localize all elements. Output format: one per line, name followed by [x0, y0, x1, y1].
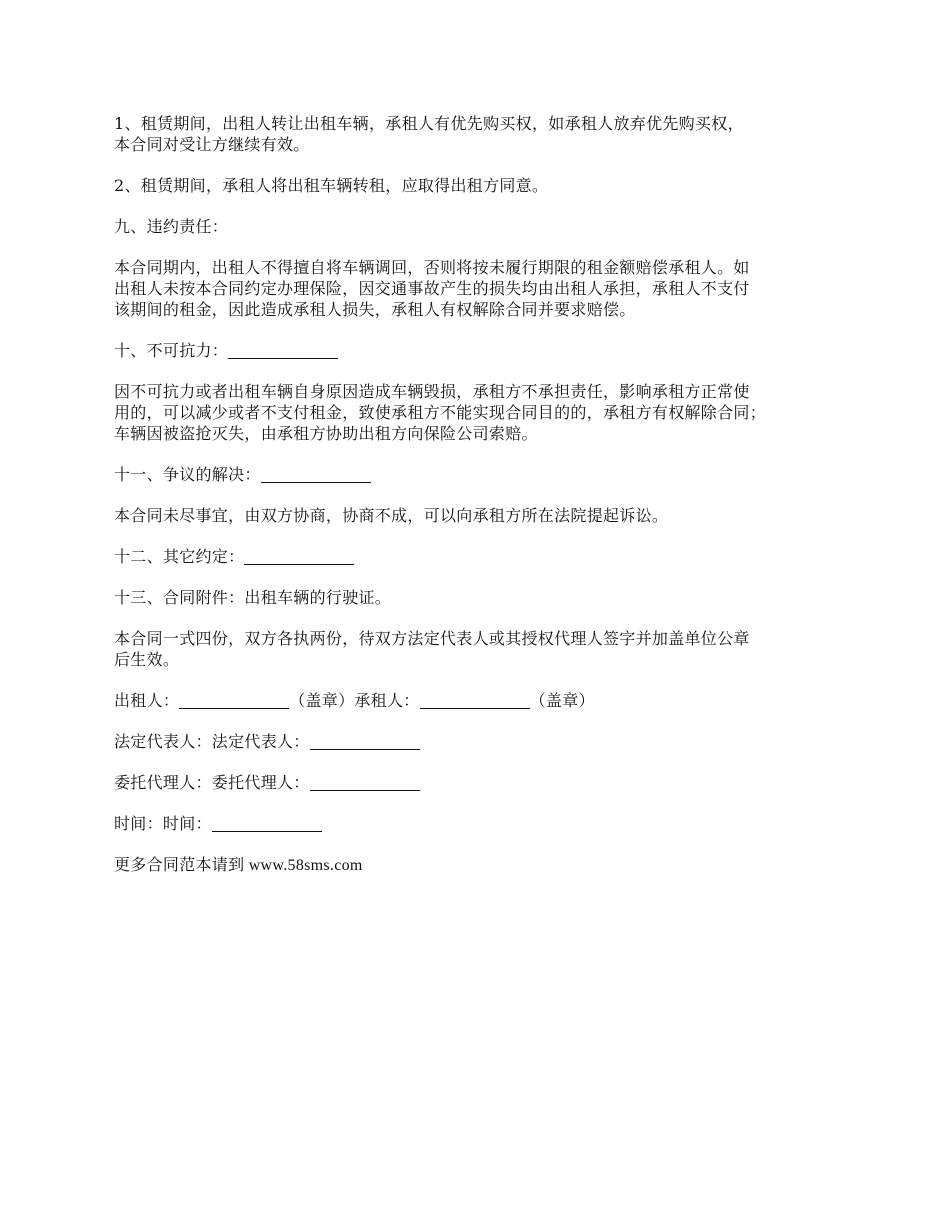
force-majeure-line-1: 因不可抗力或者出租车辆自身原因造成车辆毁损，承租方不承担责任，影响承租方正常使: [114, 382, 750, 401]
dispute-heading-text: 十一、争议的解决：: [114, 465, 261, 484]
signature-parties: [114, 690, 854, 711]
time-label: 时间：时间：: [114, 814, 212, 833]
breach-body-line-1: 本合同期内，出租人不得擅自将车辆调回，否则将按未履行期限的租金额赔偿承租人。如: [114, 258, 750, 277]
clause-1-line-2: 本合同对受让方继续有效。: [114, 135, 310, 154]
agent-blank: [310, 774, 420, 791]
lessor-seal: （盖章）: [289, 691, 355, 710]
attachment: [114, 587, 854, 608]
force-majeure-body: [114, 381, 854, 444]
clause-1-line-1: 1、租赁期间，出租人转让出租车辆，承租人有优先购买权，如承租人放弃优先购买权，: [114, 114, 744, 133]
force-majeure-heading-text: 十、不可抗力：: [114, 341, 229, 360]
force-majeure-line-3: 车辆因被盗抢灭失，由承租方协助出租方向保险公司索赔。: [114, 424, 538, 443]
dispute-blank: [261, 466, 371, 483]
time-blank: [212, 815, 322, 832]
lessee-seal: （盖章）: [529, 691, 595, 710]
dispute-heading: [114, 464, 854, 485]
footer-note: [114, 854, 854, 876]
footer-text: 更多合同范本请到 www.58sms.com: [114, 857, 363, 874]
other-heading-text: 十二、其它约定：: [114, 547, 245, 566]
legal-rep-label: 法定代表人：法定代表人：: [114, 732, 310, 751]
breach-body-line-3: 该期间的租金，因此造成承租人损失，承租人有权解除合同并要求赔偿。: [114, 300, 636, 319]
force-majeure-line-2: 用的，可以减少或者不支付租金，致使承租方不能实现合同目的的，承租方有权解除合同；: [114, 403, 767, 422]
contract-page: [114, 113, 854, 896]
legal-representative: [114, 731, 854, 752]
other-blank: [244, 548, 354, 565]
legal-rep-blank: [310, 733, 420, 750]
copies-line-2: 后生效。: [114, 650, 180, 669]
lessee-label: 承租人：: [354, 691, 420, 710]
force-majeure-blank: [228, 342, 338, 359]
copies: [114, 628, 854, 670]
force-majeure-heading: [114, 340, 854, 361]
lessor-blank: [179, 692, 289, 709]
breach-body-line-2: 出租人未按本合同约定办理保险，因交通事故产生的损失均由出租人承担，承租人不支付: [114, 279, 750, 298]
copies-line-1: 本合同一式四份，双方各执两份，待双方法定代表人或其授权代理人签字并加盖单位公章: [114, 629, 750, 648]
signing-time: [114, 813, 854, 834]
agent-label: 委托代理人：委托代理人：: [114, 773, 310, 792]
clause-2-text: 2、租赁期间，承租人将出租车辆转租，应取得出租方同意。: [114, 176, 549, 195]
lessor-label: 出租人：: [114, 691, 180, 710]
clause-1: [114, 113, 854, 155]
breach-heading-text: 九、违约责任：: [114, 217, 229, 236]
attachment-text: 十三、合同附件：出租车辆的行驶证。: [114, 588, 392, 607]
breach-heading: [114, 216, 854, 237]
lessee-blank: [420, 692, 530, 709]
dispute-body-text: 本合同未尽事宜，由双方协商，协商不成，可以向承租方所在法院提起诉讼。: [114, 506, 669, 525]
authorized-agent: [114, 772, 854, 793]
clause-2: [114, 175, 854, 196]
breach-body: [114, 257, 854, 320]
dispute-body: [114, 505, 854, 526]
other-heading: [114, 546, 854, 567]
